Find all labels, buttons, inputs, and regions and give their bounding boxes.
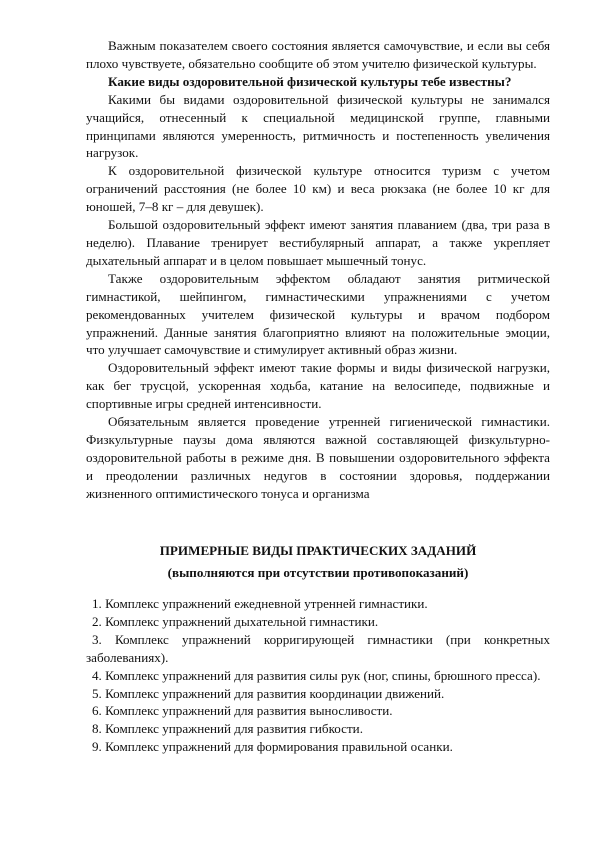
paragraph-morning-exercise: Обязательным является проведение утренней гигиенической гимнастики. Физкультурные паузы дома являются важной составляющей физкультурно-оздоровительной работы в режиме дня. В повышении оздоровительного эффекта и преодолении различных недугов в состоянии здоровья, поддержании жизненного оптимистического тонуса и организма xyxy=(86,414,550,501)
list-item: 6. Комплекс упражнений для развития выносливости. xyxy=(92,703,393,719)
list-item: 1. Комплекс упражнений ежедневной утренней гимнастики. xyxy=(92,596,428,611)
task-list xyxy=(86,595,550,756)
body-text xyxy=(86,37,550,503)
list-item: 3. Комплекс упражнений корригирующей гимнастики (при конкретных заболеваниях). xyxy=(86,631,550,665)
question-heading: Какие виды оздоровительной физической культуры тебе известны? xyxy=(108,73,512,89)
list-item: 8. Комплекс упражнений для развития гибкости. xyxy=(92,721,363,737)
paragraph-gymnastics: Также оздоровительным эффектом обладают занятия ритмической гимнастикой, шейпингом, гимнастическими упражнениями с учетом рекомендованных учителем физической культуры и врачом подбором упражнений. Данные занятия благоприятно влияют на положительные эмоции, что улучшает самочувствие и стимулирует активный образ жизни. xyxy=(86,270,550,358)
paragraph-physical-load: Оздоровительный эффект имеют такие формы и виды физической нагрузки, как бег трусцой, ускоренная ходьба, катание на велосипеде, подвижные и спортивные игры средней интенсивности. xyxy=(86,360,550,412)
list-item: 4. Комплекс упражнений для развития силы рук (ног, спины, брюшного пресса). xyxy=(92,667,541,683)
paragraph-wellbeing: Важным показателем своего состояния является самочувствие, и если вы себя плохо чувствуете, обязательно сообщите об этом учителю физической культуры. xyxy=(86,38,550,71)
list-item: 9. Комплекс упражнений для формирования правильной осанки. xyxy=(92,739,453,755)
list-item: 5. Комплекс упражнений для развития координации движений. xyxy=(92,685,445,701)
list-item: 2. Комплекс упражнений дыхательной гимнастики. xyxy=(92,613,379,629)
paragraph-tourism: К оздоровительной физической культуре относится туризм с учетом ограничений расстояния (не более 10 км) и веса рюкзака (не более 10 кг для юношей, 7–8 кг – для девушек). xyxy=(86,163,550,215)
section-title: ПРИМЕРНЫЕ ВИДЫ ПРАКТИЧЕСКИХ ЗАДАНИЙ xyxy=(159,543,477,558)
paragraph-principles: Какими бы видами оздоровительной физической культуры не занимался учащийся, отнесенный к специальной медицинской группе, главными принципами являются умеренность, ритмичность и постепенность увеличения нагрузок. xyxy=(86,91,550,161)
paragraph-swimming: Большой оздоровительный эффект имеют занятия плаванием (два, три раза в неделю). Плавание тренирует вестибулярный аппарат, а также укрепляет дыхательный аппарат и в целом повышает мышечный тонус. xyxy=(86,217,550,268)
section-subtitle: (выполняются при отсутствии противопоказаний) xyxy=(167,565,469,580)
